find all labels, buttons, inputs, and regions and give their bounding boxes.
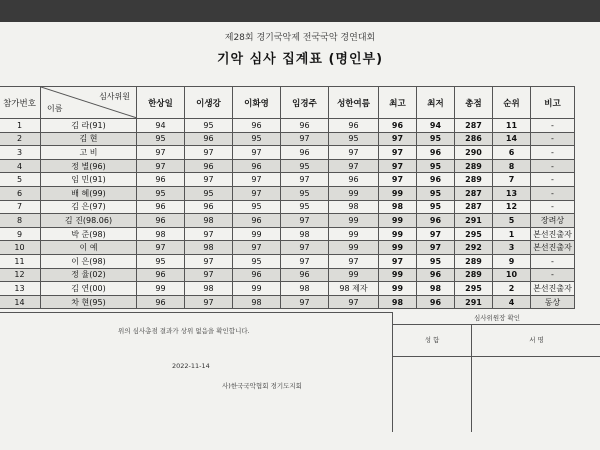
score-table bbox=[0, 86, 575, 309]
cell-entry-number: 9 bbox=[0, 227, 41, 241]
cell-score: 99 bbox=[329, 227, 379, 241]
footer-divider bbox=[0, 312, 392, 313]
cell-score: 97 bbox=[281, 214, 329, 228]
cell-rank: 7 bbox=[493, 173, 531, 187]
header-note: 비고 bbox=[531, 87, 575, 119]
cell-note: 동상 bbox=[531, 295, 575, 309]
cell-score: 95 bbox=[233, 254, 281, 268]
cell-score: 96 bbox=[185, 159, 233, 173]
header-judge-2: 이생강 bbox=[185, 87, 233, 119]
cell-min: 94 bbox=[417, 119, 455, 133]
cell-note: - bbox=[531, 254, 575, 268]
cell-max: 98 bbox=[379, 200, 417, 214]
chief-judge-confirm-box bbox=[392, 312, 600, 432]
cell-score: 96 bbox=[233, 159, 281, 173]
cell-rank: 11 bbox=[493, 119, 531, 133]
cell-score: 99 bbox=[329, 268, 379, 282]
cell-entry-number: 8 bbox=[0, 214, 41, 228]
cell-min: 98 bbox=[417, 282, 455, 296]
cell-score: 96 bbox=[185, 132, 233, 146]
header-judge-1: 한상일 bbox=[137, 87, 185, 119]
cell-score: 94 bbox=[137, 119, 185, 133]
cell-score: 95 bbox=[281, 200, 329, 214]
cell-total: 287 bbox=[455, 186, 493, 200]
cell-score: 98 bbox=[185, 282, 233, 296]
cell-max: 99 bbox=[379, 214, 417, 228]
table-row bbox=[0, 227, 575, 241]
header-rank: 순위 bbox=[493, 87, 531, 119]
table-row bbox=[0, 295, 575, 309]
table-row bbox=[0, 282, 575, 296]
cell-score: 98 bbox=[281, 282, 329, 296]
cell-total: 291 bbox=[455, 214, 493, 228]
cell-min: 95 bbox=[417, 254, 455, 268]
table-row bbox=[0, 132, 575, 146]
cell-total: 287 bbox=[455, 200, 493, 214]
cell-total: 289 bbox=[455, 254, 493, 268]
cell-score: 98 bbox=[329, 200, 379, 214]
cell-note: - bbox=[531, 146, 575, 160]
cell-rank: 3 bbox=[493, 241, 531, 255]
cell-name: 김 은(97) bbox=[41, 200, 137, 214]
table-row bbox=[0, 268, 575, 282]
cell-max: 96 bbox=[379, 119, 417, 133]
cell-note: - bbox=[531, 119, 575, 133]
cell-entry-number: 10 bbox=[0, 241, 41, 255]
cell-rank: 5 bbox=[493, 214, 531, 228]
cell-score: 97 bbox=[329, 146, 379, 160]
cell-max: 97 bbox=[379, 254, 417, 268]
competition-title: 제28회 경기국악제 전국국악 경연대회 bbox=[224, 33, 376, 43]
cell-score: 95 bbox=[233, 200, 281, 214]
cell-score: 95 bbox=[281, 159, 329, 173]
header-judge-4: 임경주 bbox=[281, 87, 329, 119]
cell-score: 97 bbox=[185, 146, 233, 160]
cell-name: 정 별(96) bbox=[41, 159, 137, 173]
cell-total: 289 bbox=[455, 159, 493, 173]
cell-entry-number: 12 bbox=[0, 268, 41, 282]
cell-name: 김 연(00) bbox=[41, 282, 137, 296]
table-row bbox=[0, 119, 575, 133]
cell-score: 97 bbox=[185, 227, 233, 241]
cell-score: 96 bbox=[233, 268, 281, 282]
sign-label-row bbox=[393, 324, 600, 357]
cell-min: 95 bbox=[417, 159, 455, 173]
cell-score: 96 bbox=[281, 119, 329, 133]
cell-score: 97 bbox=[137, 159, 185, 173]
cell-total: 295 bbox=[455, 227, 493, 241]
cell-rank: 6 bbox=[493, 146, 531, 160]
cell-max: 99 bbox=[379, 186, 417, 200]
cell-score: 96 bbox=[329, 173, 379, 187]
cell-score: 97 bbox=[281, 254, 329, 268]
cell-score: 97 bbox=[281, 241, 329, 255]
cell-note: 장려상 bbox=[531, 214, 575, 228]
cell-score: 96 bbox=[281, 268, 329, 282]
cell-score: 98 bbox=[137, 227, 185, 241]
table-row bbox=[0, 173, 575, 187]
cell-entry-number: 11 bbox=[0, 254, 41, 268]
cell-note: - bbox=[531, 186, 575, 200]
cell-total: 286 bbox=[455, 132, 493, 146]
cell-rank: 13 bbox=[493, 186, 531, 200]
cell-entry-number: 14 bbox=[0, 295, 41, 309]
cell-min: 96 bbox=[417, 268, 455, 282]
cell-min: 97 bbox=[417, 227, 455, 241]
header-min: 최저 bbox=[417, 87, 455, 119]
header-judge-5: 성한여름 bbox=[329, 87, 379, 119]
cell-max: 97 bbox=[379, 146, 417, 160]
cell-min: 96 bbox=[417, 214, 455, 228]
cell-score: 97 bbox=[185, 254, 233, 268]
cell-total: 287 bbox=[455, 119, 493, 133]
cell-score: 96 bbox=[329, 119, 379, 133]
organization: 사)한국국악협회 경기도지회 bbox=[222, 382, 302, 390]
cell-score: 96 bbox=[137, 214, 185, 228]
header-judge-name bbox=[41, 87, 137, 119]
cell-score: 95 bbox=[233, 132, 281, 146]
header-max: 최고 bbox=[379, 87, 417, 119]
cell-score: 97 bbox=[329, 254, 379, 268]
sign-title: 심사위원장 확인 bbox=[393, 312, 600, 325]
cell-score: 96 bbox=[137, 173, 185, 187]
cell-score: 96 bbox=[185, 200, 233, 214]
cell-score: 97 bbox=[233, 146, 281, 160]
table-row bbox=[0, 241, 575, 255]
cell-name: 박 준(98) bbox=[41, 227, 137, 241]
cell-min: 97 bbox=[417, 241, 455, 255]
cell-score: 96 bbox=[281, 146, 329, 160]
cell-max: 99 bbox=[379, 282, 417, 296]
cell-max: 99 bbox=[379, 227, 417, 241]
cell-rank: 10 bbox=[493, 268, 531, 282]
cell-rank: 1 bbox=[493, 227, 531, 241]
cell-score: 98 bbox=[233, 295, 281, 309]
cell-score: 95 bbox=[137, 132, 185, 146]
sign-fill-row bbox=[393, 357, 600, 432]
cell-score: 97 bbox=[329, 159, 379, 173]
cell-score: 99 bbox=[329, 241, 379, 255]
cell-score: 97 bbox=[233, 241, 281, 255]
cell-entry-number: 6 bbox=[0, 186, 41, 200]
table-row bbox=[0, 159, 575, 173]
cell-total: 289 bbox=[455, 173, 493, 187]
header-name: 이름 bbox=[47, 104, 63, 113]
cell-name: 차 현(95) bbox=[41, 295, 137, 309]
cell-score: 97 bbox=[281, 295, 329, 309]
cell-score: 96 bbox=[233, 214, 281, 228]
table-row bbox=[0, 254, 575, 268]
cell-score: 97 bbox=[185, 173, 233, 187]
cell-max: 97 bbox=[379, 159, 417, 173]
cell-score: 96 bbox=[137, 200, 185, 214]
cell-total: 289 bbox=[455, 268, 493, 282]
cell-rank: 14 bbox=[493, 132, 531, 146]
cell-note: 본선진출자 bbox=[531, 241, 575, 255]
cell-name: 이 예 bbox=[41, 241, 137, 255]
header-judge: 심사위원 bbox=[99, 92, 130, 101]
header-entry-number: 참가번호 bbox=[0, 87, 41, 119]
cell-max: 97 bbox=[379, 132, 417, 146]
header-total: 총점 bbox=[455, 87, 493, 119]
cell-min: 95 bbox=[417, 186, 455, 200]
cell-total: 290 bbox=[455, 146, 493, 160]
cell-min: 95 bbox=[417, 132, 455, 146]
cell-rank: 4 bbox=[493, 295, 531, 309]
cell-entry-number: 7 bbox=[0, 200, 41, 214]
confirm-text: 위의 심사총점 결과가 상위 없음을 확인합니다. bbox=[118, 327, 250, 335]
cell-note: - bbox=[531, 200, 575, 214]
cell-score: 96 bbox=[233, 119, 281, 133]
cell-score: 98 bbox=[185, 214, 233, 228]
cell-rank: 9 bbox=[493, 254, 531, 268]
cell-note: - bbox=[531, 268, 575, 282]
cell-score: 95 bbox=[281, 186, 329, 200]
cell-score: 97 bbox=[137, 241, 185, 255]
cell-note: - bbox=[531, 132, 575, 146]
table-row bbox=[0, 186, 575, 200]
cell-score: 95 bbox=[137, 254, 185, 268]
table-row bbox=[0, 146, 575, 160]
cell-score: 96 bbox=[137, 295, 185, 309]
cell-name: 김 진(98.06) bbox=[41, 214, 137, 228]
cell-rank: 8 bbox=[493, 159, 531, 173]
cell-score: 96 bbox=[137, 268, 185, 282]
cell-note: 본선진출자 bbox=[531, 282, 575, 296]
header-judge-3: 이화영 bbox=[233, 87, 281, 119]
cell-total: 292 bbox=[455, 241, 493, 255]
table-row bbox=[0, 200, 575, 214]
cell-max: 97 bbox=[379, 173, 417, 187]
cell-score: 98 bbox=[281, 227, 329, 241]
cell-max: 99 bbox=[379, 268, 417, 282]
cell-max: 98 bbox=[379, 295, 417, 309]
cell-score: 95 bbox=[137, 186, 185, 200]
cell-score: 97 bbox=[281, 173, 329, 187]
cell-score: 97 bbox=[329, 295, 379, 309]
cell-score: 97 bbox=[185, 295, 233, 309]
cell-entry-number: 5 bbox=[0, 173, 41, 187]
cell-entry-number: 3 bbox=[0, 146, 41, 160]
cell-score: 99 bbox=[137, 282, 185, 296]
cell-score: 97 bbox=[281, 132, 329, 146]
cell-score: 98 bbox=[185, 241, 233, 255]
cell-entry-number: 4 bbox=[0, 159, 41, 173]
cell-rank: 12 bbox=[493, 200, 531, 214]
cell-name: 정 율(02) bbox=[41, 268, 137, 282]
cell-entry-number: 13 bbox=[0, 282, 41, 296]
cell-min: 95 bbox=[417, 200, 455, 214]
cell-total: 295 bbox=[455, 282, 493, 296]
sign-name-label: 성 함 bbox=[393, 324, 472, 356]
cell-score: 95 bbox=[185, 186, 233, 200]
cell-score: 97 bbox=[233, 173, 281, 187]
cell-score: 99 bbox=[329, 214, 379, 228]
cell-name: 배 혜(99) bbox=[41, 186, 137, 200]
cell-rank: 2 bbox=[493, 282, 531, 296]
cell-score: 97 bbox=[185, 268, 233, 282]
sign-signature-label: 서 명 bbox=[529, 336, 544, 344]
cell-note: 본선진출자 bbox=[531, 227, 575, 241]
cell-score: 99 bbox=[233, 227, 281, 241]
cell-name: 임 민(91) bbox=[41, 173, 137, 187]
cell-entry-number: 1 bbox=[0, 119, 41, 133]
cell-note: - bbox=[531, 173, 575, 187]
cell-score: 97 bbox=[137, 146, 185, 160]
cell-min: 96 bbox=[417, 295, 455, 309]
cell-score: 95 bbox=[329, 132, 379, 146]
date: 2022-11-14 bbox=[172, 362, 210, 370]
cell-score: 95 bbox=[185, 119, 233, 133]
cell-min: 96 bbox=[417, 146, 455, 160]
cell-max: 99 bbox=[379, 241, 417, 255]
cell-entry-number: 2 bbox=[0, 132, 41, 146]
cell-note: - bbox=[531, 159, 575, 173]
cell-score: 97 bbox=[233, 186, 281, 200]
sheet-title: 기악 심사 집계표 (명인부) bbox=[216, 52, 384, 67]
cell-name: 김 현 bbox=[41, 132, 137, 146]
cell-score: 99 bbox=[329, 186, 379, 200]
cell-name: 이 은(98) bbox=[41, 254, 137, 268]
cell-min: 96 bbox=[417, 173, 455, 187]
cell-score: 99 bbox=[233, 282, 281, 296]
table-row bbox=[0, 214, 575, 228]
cell-name: 고 비 bbox=[41, 146, 137, 160]
cell-score: 98 제자 bbox=[329, 282, 379, 296]
sign-name-cell bbox=[393, 357, 472, 432]
cell-name: 김 라(91) bbox=[41, 119, 137, 133]
cell-total: 291 bbox=[455, 295, 493, 309]
